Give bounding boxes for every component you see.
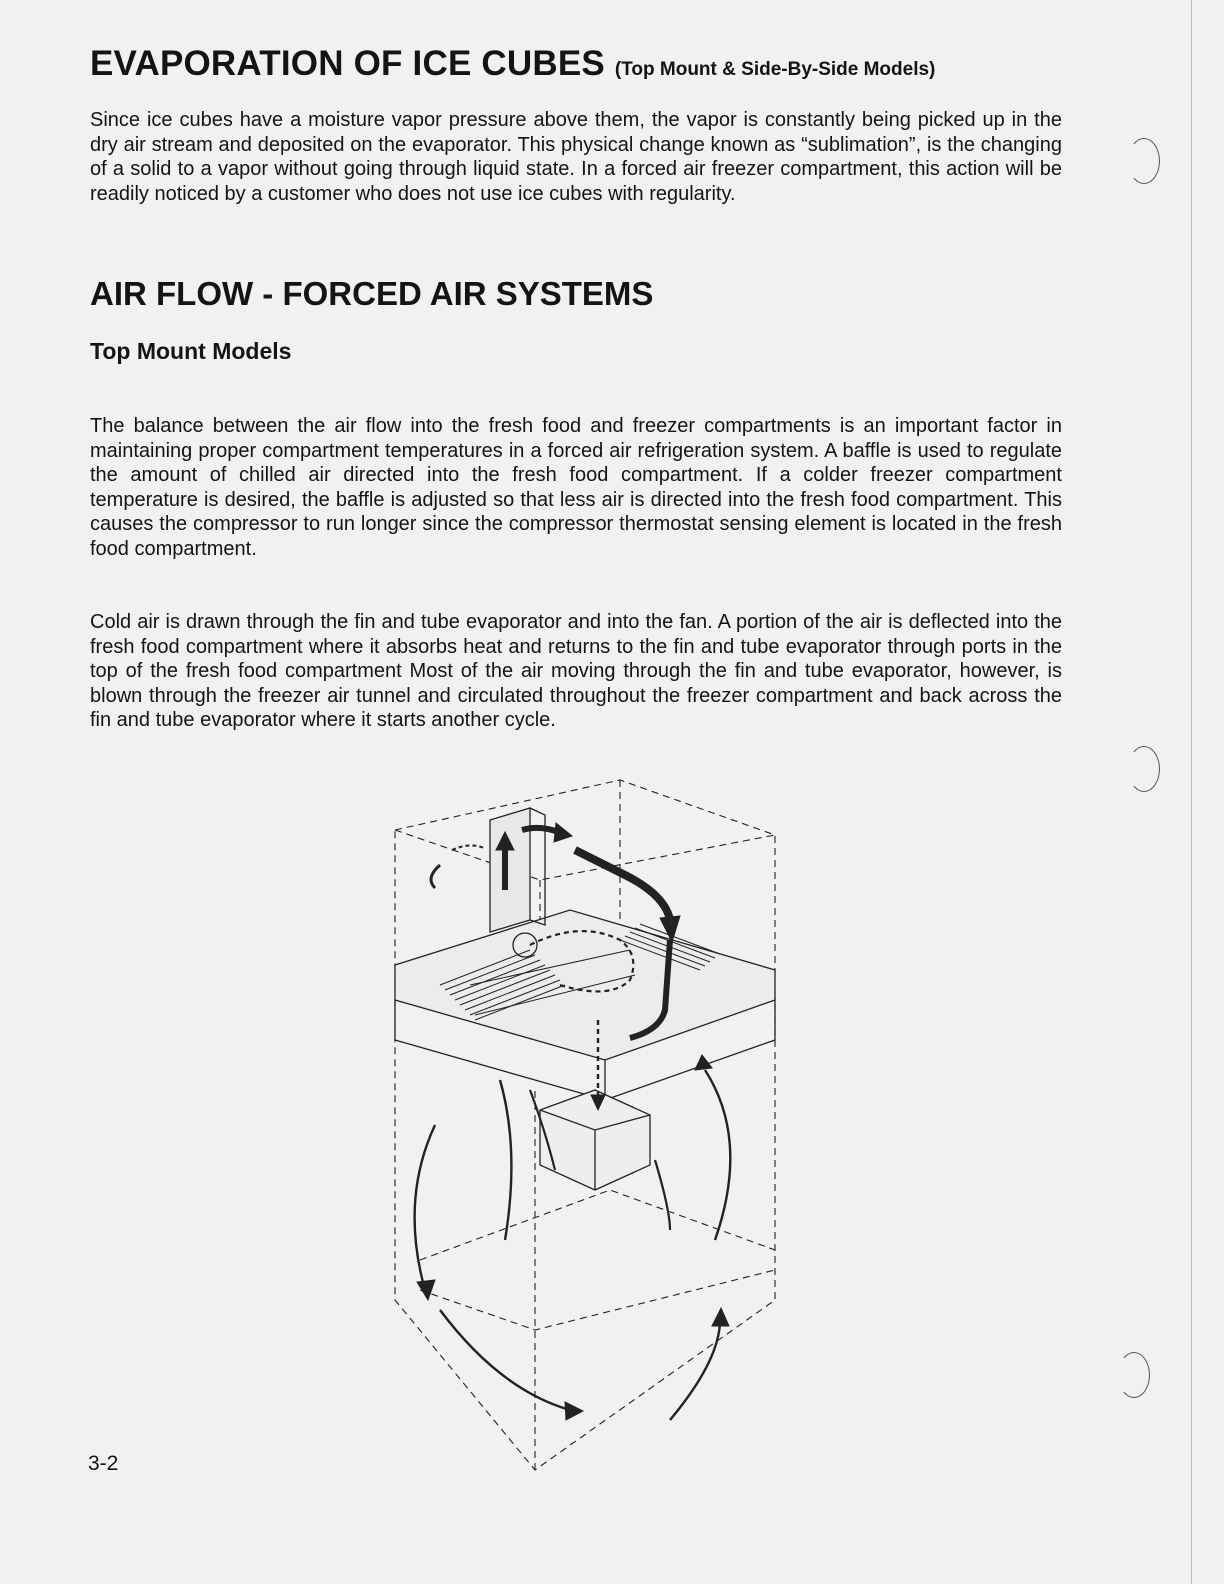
evaporation-subtitle: (Top Mount & Side-By-Side Models) [614, 59, 936, 80]
airflow-paragraph-2: Cold air is drawn through the fin and tube evaporator and into the fan. A portion of the air is deflected into the fresh food compartment where it absorbs heat and returns to the fin and tube evaporator through ports in the top of the fresh food compartment Most of the air moving through the fin and tube evaporator, however, is blown through the freezer air tunnel and circulated throughout the freezer compartment and back across the fin and tube evaporator where it starts another cycle. [90, 611, 1062, 732]
page-edge [1191, 0, 1192, 1584]
top-mount-subheading: Top Mount Models [90, 338, 292, 364]
page-number: 3-2 [88, 1452, 119, 1475]
freezer-floor [395, 910, 775, 1100]
airflow-diagram [380, 770, 800, 1480]
evaporation-heading [90, 44, 935, 84]
punch-hole-top [1128, 138, 1160, 184]
punch-hole-middle [1128, 746, 1160, 792]
evaporation-title: EVAPORATION OF ICE CUBES [90, 44, 605, 83]
ice-box [540, 1090, 650, 1190]
airflow-heading: AIR FLOW - FORCED AIR SYSTEMS [90, 275, 654, 312]
punch-hole-bottom [1118, 1352, 1150, 1398]
airflow-paragraph-1: The balance between the air flow into the fresh food and freezer compartments is an important factor in maintaining proper compartment temperatures in a forced air refrigeration system. A baffle is used to regulate the amount of chilled air directed into the fresh food compartment. If a colder freezer compartment temperature is desired, the baffle is adjusted so that less air is directed into the fresh food compartment. This causes the compressor to run longer since the compressor thermostat sensing element is located in the fresh food compartment. [90, 415, 1062, 560]
evaporation-paragraph: Since ice cubes have a moisture vapor pressure above them, the vapor is constantly being picked up in the dry air stream and deposited on the evaporator. This physical change known as “sublimation”, is the changing of a solid to a vapor without going through liquid state. In a forced air freezer compartment, this action will be readily noticed by a customer who does not use ice cubes with regularity. [90, 109, 1062, 205]
